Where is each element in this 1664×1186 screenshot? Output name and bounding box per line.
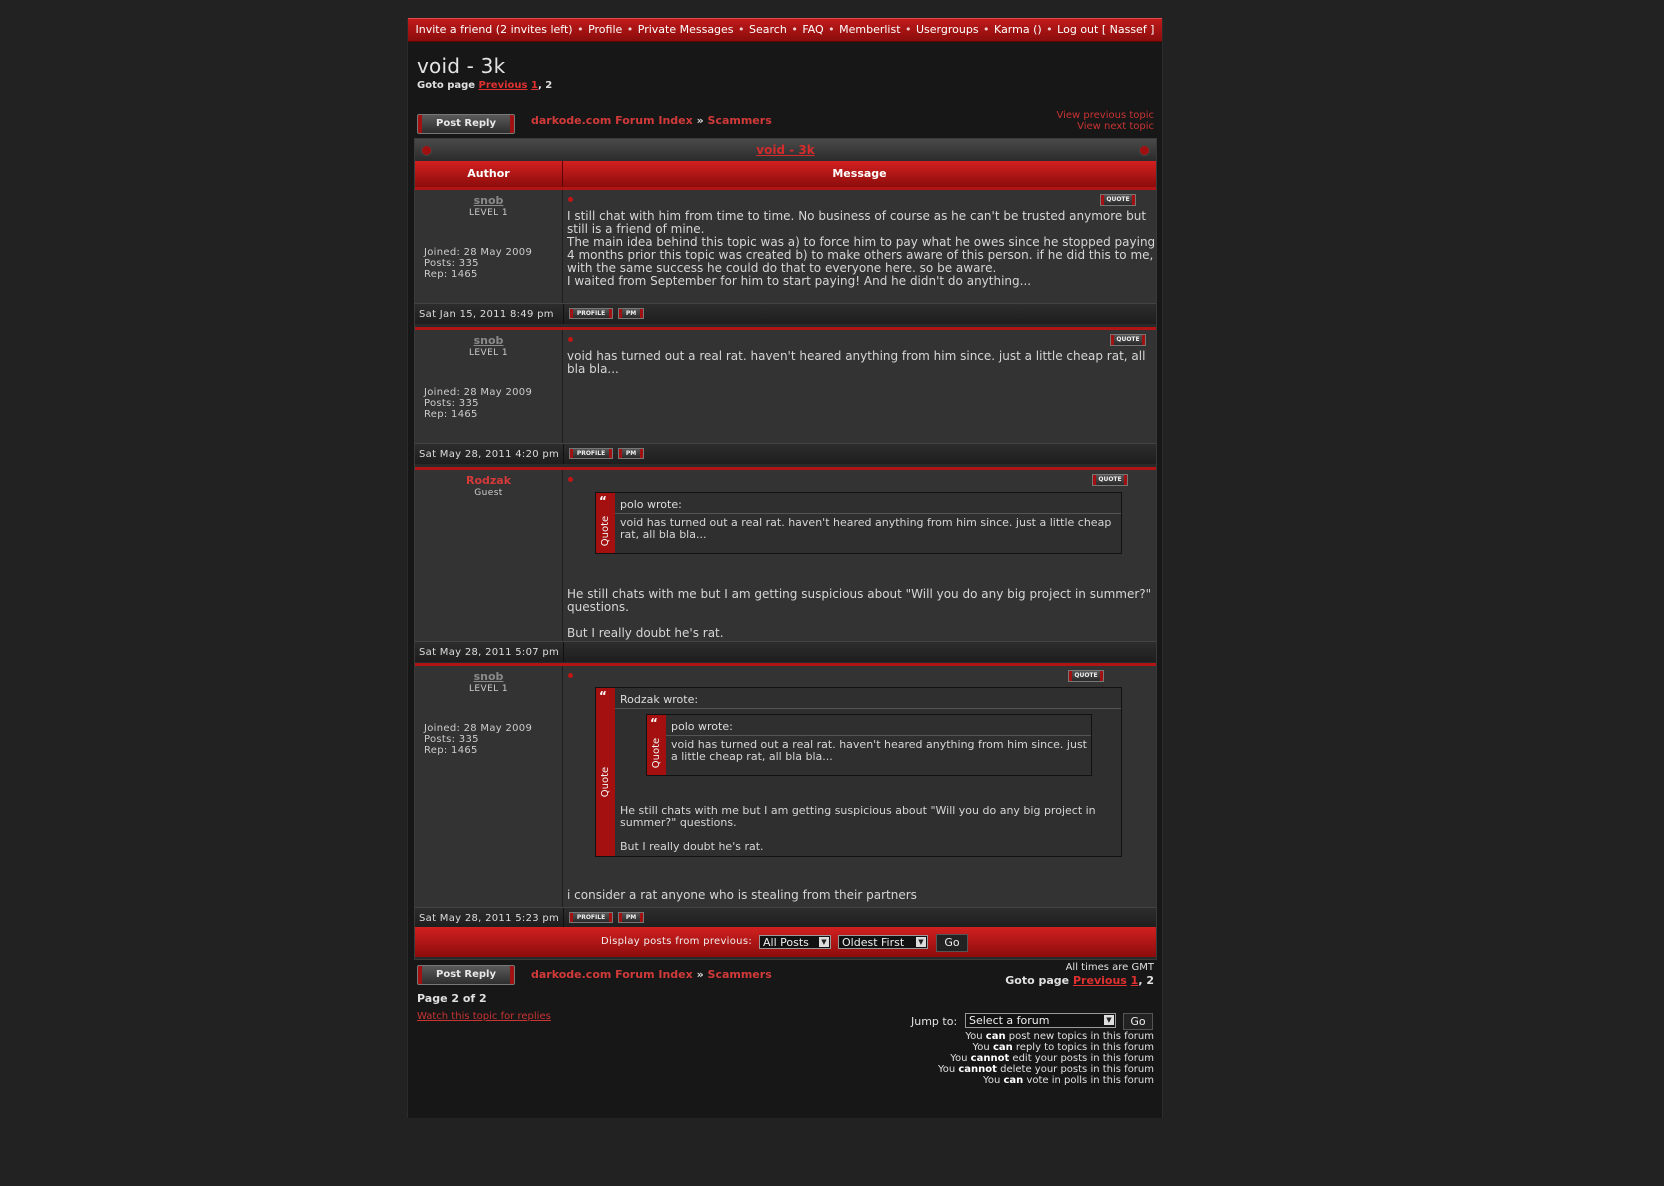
breadcrumb-separator: »: [696, 968, 704, 981]
post-line: But I really doubt he's rat.: [567, 626, 724, 640]
goto-page-1-link[interactable]: 1: [1130, 974, 1139, 987]
post-line: 4 months prior this topic was created b) to make others aware of this person. if he did this to me,: [567, 248, 1154, 262]
post-footer: [415, 443, 1156, 464]
message-cell: [563, 666, 1156, 907]
post-line: questions.: [567, 600, 629, 614]
forum-page: [407, 18, 1163, 1118]
profile-button[interactable]: PROFILE: [569, 308, 613, 319]
corner-dot-icon: [421, 145, 432, 156]
posts-order-value: Oldest First: [842, 936, 905, 949]
goto-label: Goto page: [1005, 974, 1070, 987]
post-date: Sat Jan 15, 2011 8:49 pm: [419, 309, 554, 320]
posts-range-select[interactable]: [759, 935, 831, 949]
view-previous-topic-link[interactable]: View previous topic: [1056, 110, 1154, 121]
top-nav-bar: Invite a friend (2 invites left) • Profile • Private Messages • Search • FAQ • Memberlist • Usergroups • Karma () • Log out [ Nassef ]: [408, 18, 1162, 42]
nav-profile[interactable]: Profile: [588, 23, 623, 36]
breadcrumb-forum-link[interactable]: Scammers: [707, 114, 772, 127]
author-joined: Joined: 28 May 2009: [424, 247, 533, 258]
breadcrumb-index-link[interactable]: darkode.com Forum Index: [531, 968, 693, 981]
view-next-topic-link[interactable]: View next topic: [1077, 121, 1154, 132]
quote-block-inner: [646, 714, 1092, 776]
nav-logout[interactable]: Log out [ Nassef ]: [1057, 23, 1155, 36]
quote-mark-icon: “: [650, 716, 658, 730]
goto-label: Goto page: [417, 80, 476, 91]
author-rank: Guest: [474, 488, 503, 498]
quote-button[interactable]: QUOTE: [1100, 194, 1136, 206]
quote-label: Quote: [600, 515, 611, 547]
quote-mark-icon: “: [599, 689, 607, 703]
quote-body: [620, 805, 1096, 853]
quote-line: a little cheap rat, all bla bla...: [671, 750, 833, 763]
permission-line: You can reply to topics in this forum: [972, 1042, 1154, 1053]
post-line: I waited from September for him to start paying! And he didn't do anything...: [567, 274, 1032, 288]
post-footer: [415, 641, 1156, 662]
post-date: Sat May 28, 2011 5:07 pm: [419, 647, 560, 658]
post-body: [567, 210, 1155, 288]
jump-to-select[interactable]: [965, 1013, 1116, 1028]
timezone-note: All times are GMT: [1065, 962, 1154, 973]
posts-range-value: All Posts: [763, 936, 809, 949]
author-stats: [424, 387, 532, 420]
author-rep: Rep: 1465: [424, 409, 478, 420]
breadcrumb-top: [531, 114, 772, 127]
author-posts: Posts: 335: [424, 398, 479, 409]
post-body: [567, 889, 917, 902]
profile-button[interactable]: PROFILE: [569, 448, 613, 459]
nav-usergroups[interactable]: Usergroups: [916, 23, 979, 36]
quote-sidebar: [647, 715, 666, 775]
nav-invite[interactable]: Invite a friend (2 invites left): [415, 23, 573, 36]
breadcrumb-forum-link[interactable]: Scammers: [707, 968, 772, 981]
posts-order-select[interactable]: [838, 935, 928, 949]
nav-memberlist[interactable]: Memberlist: [839, 23, 901, 36]
post-line: He still chats with me but I am getting suspicious about "Will you do any big project in summer?": [567, 587, 1152, 601]
footer-divider: [563, 908, 564, 928]
post-bullet-icon: [568, 673, 573, 678]
post-footer: [415, 907, 1156, 928]
display-options-bar: [415, 927, 1156, 957]
quote-author: Rodzak wrote:: [620, 693, 699, 706]
quote-line: rat, all bla bla...: [620, 528, 707, 541]
post-reply-button-top[interactable]: Post Reply: [417, 114, 515, 134]
footer-divider: [563, 444, 564, 464]
post-line: The main idea behind this topic was a) to force him to pay what he owes since he stopped paying: [567, 235, 1156, 249]
quote-line: void has turned out a real rat. haven't heared anything from him since. just: [671, 738, 1087, 751]
quote-line: summer?" questions.: [620, 816, 737, 829]
footer-divider: [563, 304, 564, 324]
chevron-down-icon: ▼: [819, 937, 829, 947]
post-3: [415, 467, 1156, 662]
footer-divider: [563, 642, 564, 662]
post-line: i consider a rat anyone who is stealing from their partners: [567, 888, 917, 902]
author-cell: [415, 330, 563, 443]
pm-button[interactable]: PM: [618, 912, 644, 923]
post-author-link[interactable]: snob: [473, 670, 504, 683]
nav-search[interactable]: Search: [749, 23, 787, 36]
quote-author: polo wrote:: [620, 498, 682, 511]
post-line: I still chat with him from time to time. No business of course as he can't be trusted anymore but: [567, 209, 1147, 223]
post-line: bla bla...: [567, 362, 619, 376]
post-author-link[interactable]: snob: [473, 334, 504, 347]
page-sep: ,: [537, 80, 546, 91]
permission-line: You can vote in polls in this forum: [983, 1075, 1154, 1086]
page-sep: ,: [1138, 974, 1147, 987]
pm-button[interactable]: PM: [618, 448, 644, 459]
forum-permissions: [938, 1031, 1154, 1086]
quote-divider: [666, 735, 1091, 736]
current-page: 2: [1146, 974, 1154, 987]
jump-to-value: Select a forum: [969, 1014, 1050, 1027]
post-1: [415, 187, 1156, 326]
quote-button[interactable]: QUOTE: [1110, 334, 1146, 346]
nav-faq[interactable]: FAQ: [802, 23, 824, 36]
quote-line: He still chats with me but I am getting suspicious about "Will you do any big project in: [620, 804, 1096, 817]
page-count: Page 2 of 2: [417, 992, 487, 1005]
current-page: 2: [545, 80, 553, 91]
profile-button[interactable]: PROFILE: [569, 912, 613, 923]
post-body: [567, 588, 1151, 640]
breadcrumb-bottom: [531, 968, 772, 981]
jump-to-label: Jump to:: [911, 1015, 958, 1028]
post-line: void has turned out a real rat. haven't heared anything from him since. just a little cheap rat, all: [567, 349, 1146, 363]
quote-block: [595, 492, 1122, 554]
quote-block-outer: [595, 687, 1122, 857]
quote-divider: [615, 513, 1121, 514]
author-rep: Rep: 1465: [424, 269, 478, 280]
post-line: with the same success he could do that to everyone here. so be aware.: [567, 261, 997, 275]
nav-private-messages[interactable]: Private Messages: [637, 23, 734, 36]
author-joined: Joined: 28 May 2009: [424, 387, 533, 398]
posts-table: [414, 138, 1157, 960]
author-cell: [415, 666, 563, 907]
pm-button[interactable]: PM: [618, 308, 644, 319]
quote-line: void has turned out a real rat. haven't heared anything from him since. just a little cheap: [620, 516, 1112, 529]
quote-body: [620, 517, 1111, 541]
quote-sidebar: [596, 688, 615, 856]
post-bullet-icon: [568, 197, 573, 202]
post-footer: [415, 303, 1156, 324]
author-stats: [424, 723, 532, 756]
display-posts-label: Display posts from previous:: [601, 936, 752, 947]
display-go-button[interactable]: Go: [936, 934, 968, 952]
post-author-link[interactable]: snob: [473, 194, 504, 207]
quote-body: [671, 739, 1087, 763]
permission-line: You cannot edit your posts in this forum: [950, 1053, 1154, 1064]
quote-label: Quote: [651, 737, 662, 769]
chevron-down-icon: ▼: [1104, 1015, 1114, 1025]
corner-dot-icon: [1139, 145, 1150, 156]
post-line: still is a friend of mine.: [567, 222, 705, 236]
message-cell: [563, 330, 1156, 443]
post-bullet-icon: [568, 477, 573, 482]
page-title: void - 3k: [417, 54, 506, 78]
quote-mark-icon: “: [599, 494, 607, 508]
quote-button[interactable]: QUOTE: [1092, 474, 1128, 486]
author-cell: [415, 470, 563, 641]
breadcrumb-index-link[interactable]: darkode.com Forum Index: [531, 114, 693, 127]
author-joined: Joined: 28 May 2009: [424, 723, 533, 734]
quote-divider: [615, 708, 1121, 709]
author-cell: [415, 190, 563, 303]
quote-label: Quote: [600, 766, 611, 798]
goto-page-bottom: [1005, 974, 1154, 987]
message-column-header: Message: [563, 161, 1156, 187]
table-topic-link[interactable]: void - 3k: [756, 143, 815, 157]
permission-line: You can post new topics in this forum: [965, 1031, 1154, 1042]
permission-line: You cannot delete your posts in this forum: [937, 1064, 1154, 1075]
quote-sidebar: [596, 493, 615, 553]
topic-navigation: [1056, 110, 1154, 132]
chevron-down-icon: ▼: [916, 937, 926, 947]
message-cell: [563, 190, 1156, 303]
goto-page-1-link[interactable]: 1: [530, 80, 538, 91]
goto-previous-link[interactable]: Previous: [1073, 974, 1127, 987]
quote-author: polo wrote:: [671, 720, 733, 733]
author-rank: LEVEL 1: [469, 348, 508, 358]
post-date: Sat May 28, 2011 5:23 pm: [419, 913, 560, 924]
author-rank: LEVEL 1: [469, 208, 508, 218]
goto-page-top: [417, 80, 552, 91]
post-2: [415, 327, 1156, 466]
post-author-name: Rodzak: [465, 474, 512, 487]
author-rep: Rep: 1465: [424, 745, 478, 756]
post-bullet-icon: [568, 337, 573, 342]
author-rank: LEVEL 1: [469, 684, 508, 694]
breadcrumb-separator: »: [696, 114, 704, 127]
post-reply-button-bottom[interactable]: Post Reply: [417, 965, 515, 985]
author-column-header: Author: [415, 161, 563, 187]
author-posts: Posts: 335: [424, 734, 479, 745]
goto-previous-link[interactable]: Previous: [478, 80, 528, 91]
nav-karma[interactable]: Karma (): [994, 23, 1042, 36]
post-body: [567, 350, 1145, 376]
quote-line: But I really doubt he's rat.: [620, 840, 764, 853]
post-4: [415, 663, 1156, 930]
jump-go-button[interactable]: Go: [1123, 1013, 1153, 1030]
message-cell: [563, 470, 1156, 641]
author-stats: [424, 247, 532, 280]
quote-button[interactable]: QUOTE: [1068, 670, 1104, 682]
post-date: Sat May 28, 2011 4:20 pm: [419, 449, 560, 460]
author-posts: Posts: 335: [424, 258, 479, 269]
watch-topic-link[interactable]: Watch this topic for replies: [417, 1011, 551, 1022]
table-title-bar: [415, 139, 1156, 161]
